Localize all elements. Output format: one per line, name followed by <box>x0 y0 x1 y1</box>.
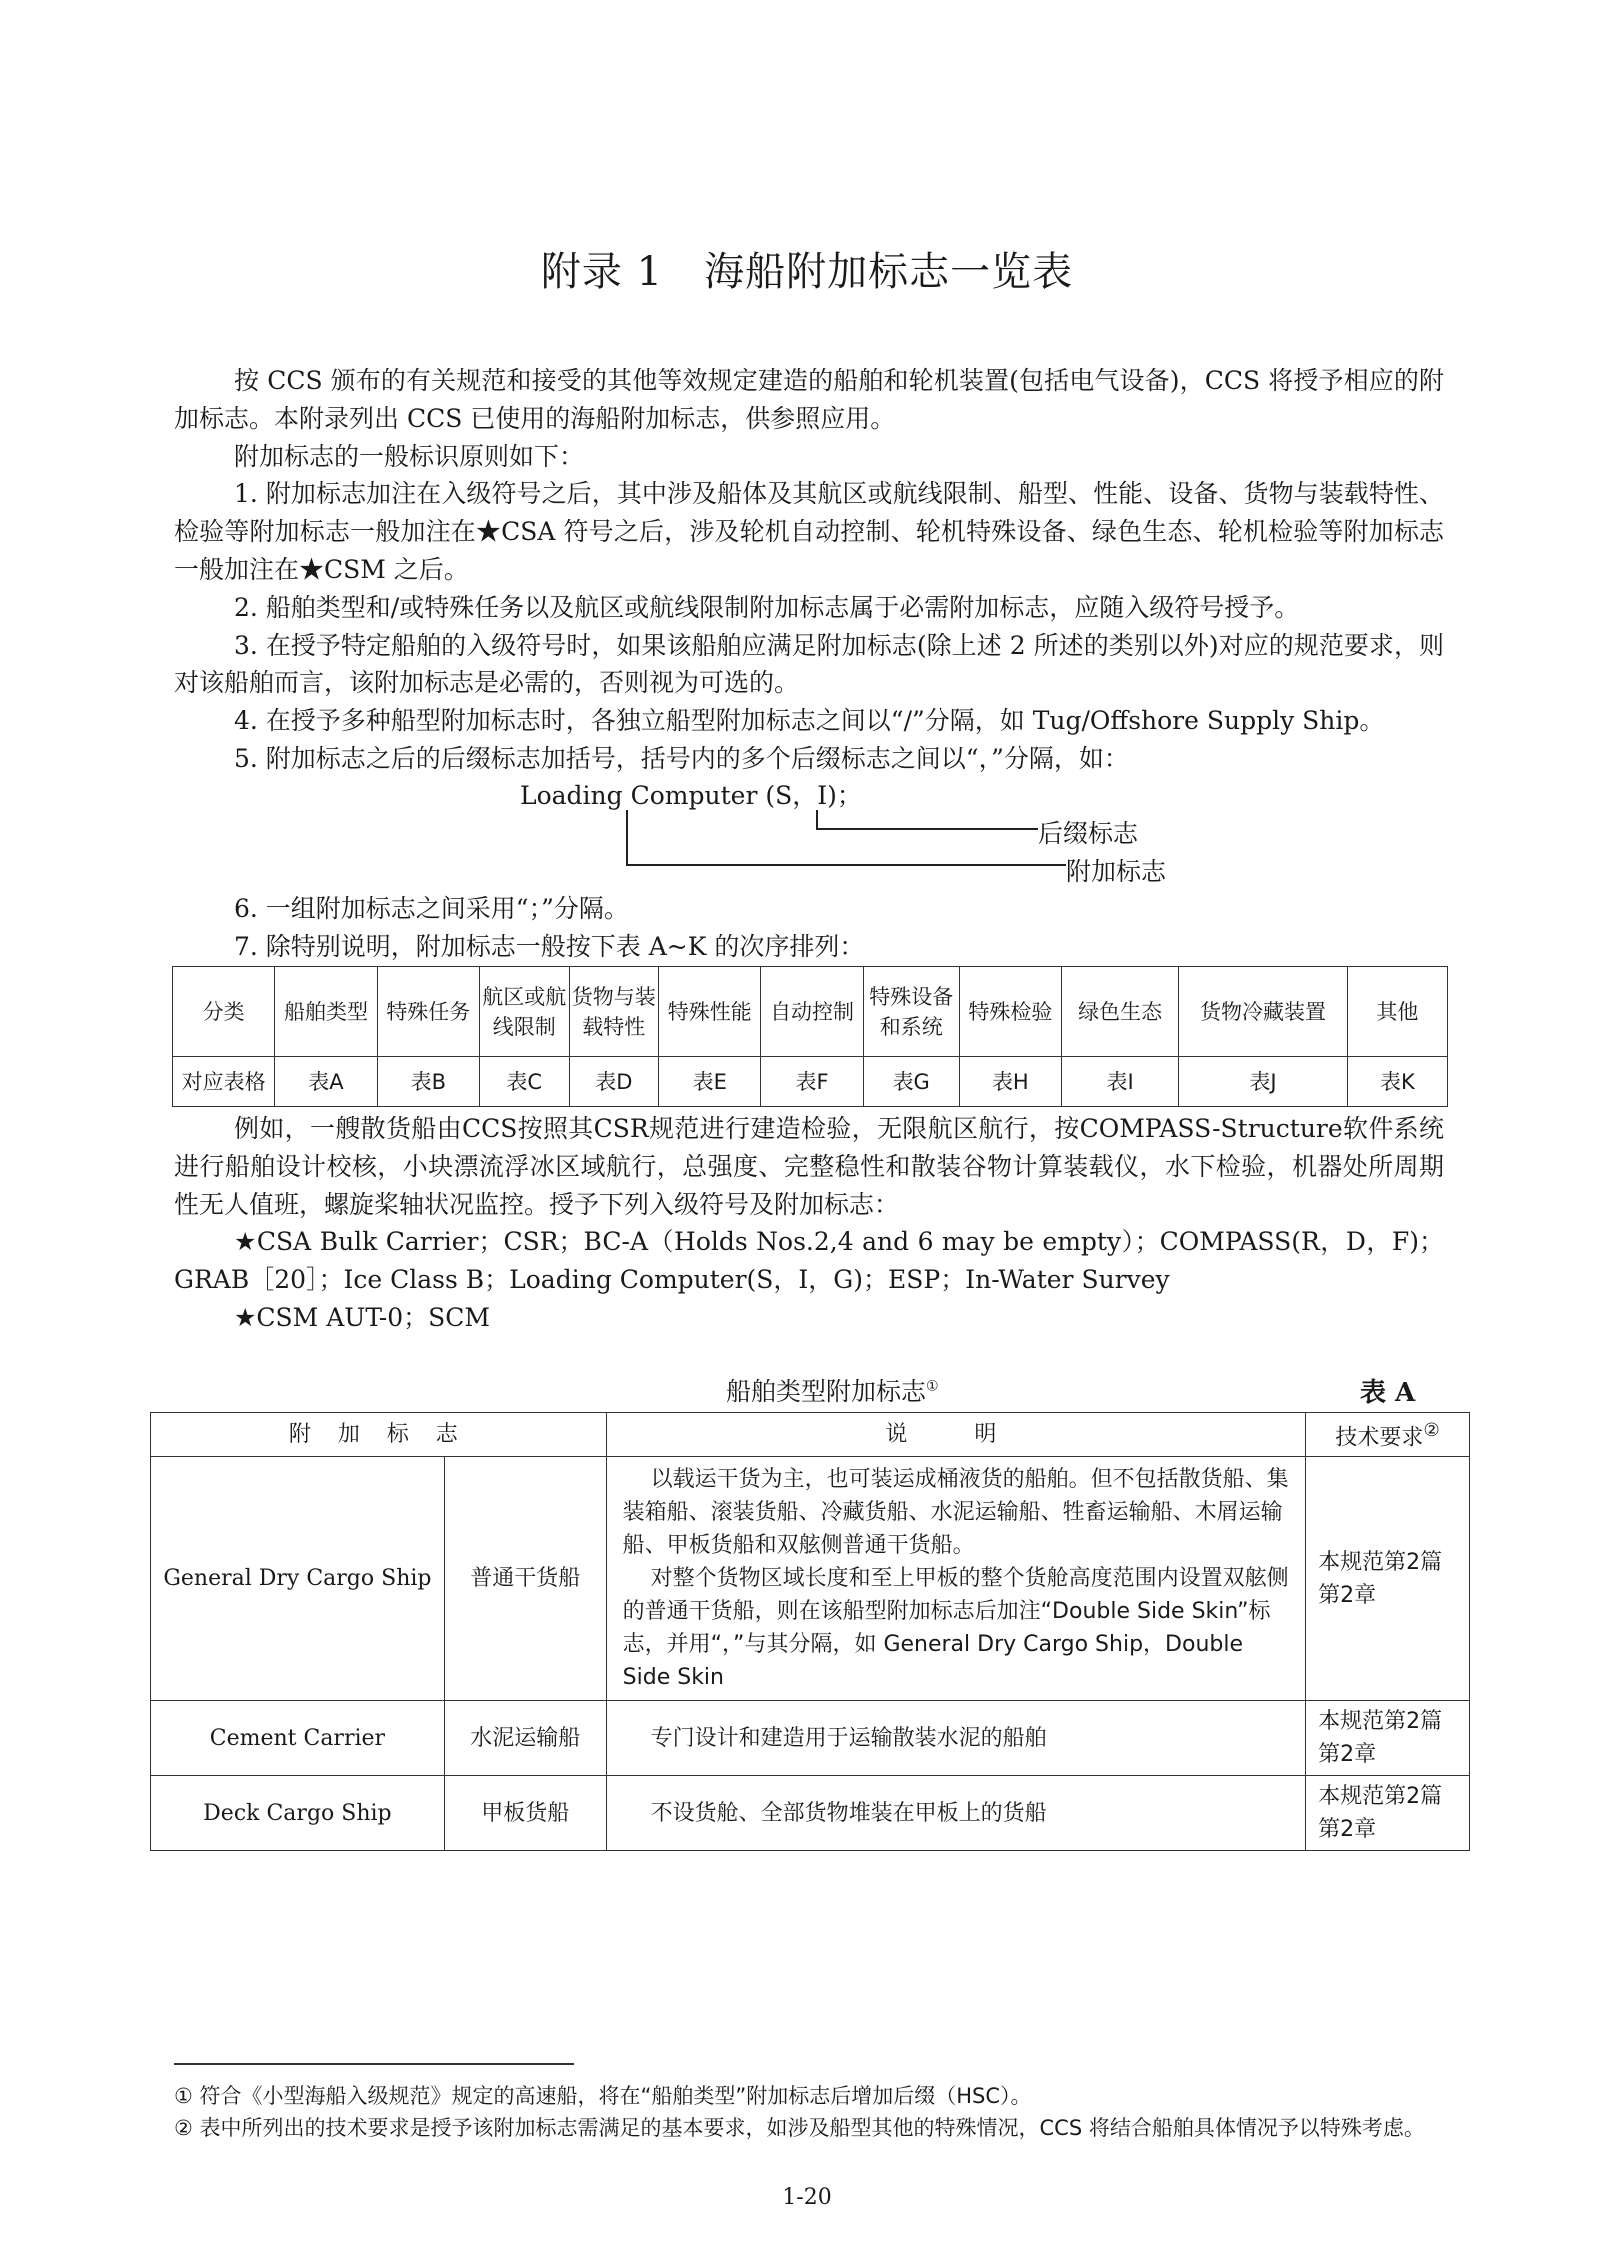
intro-paragraph-2: 附加标志的一般标识原则如下： <box>234 441 585 471</box>
notation-order-table <box>172 966 1448 1107</box>
example-csm-notation: ★CSM AUT-0；SCM <box>234 1302 490 1332</box>
notation-zh: 水泥运输船 <box>444 1701 606 1776</box>
category-cell: 特殊设备和系统 <box>863 967 959 1057</box>
page-title: 附录 1 海船附加标志一览表 <box>540 249 1074 295</box>
category-cell: 绿色生态 <box>1062 967 1179 1057</box>
table-header-row <box>151 1413 1470 1457</box>
callout-notation-label: 附加标志 <box>1066 857 1167 886</box>
callout-leader-vertical-notation <box>626 810 628 866</box>
callout-suffix-label: 后缀标志 <box>1038 819 1139 848</box>
intro-section <box>174 362 1444 778</box>
footnote-1: ① 符合《小型海船入级规范》规定的高速船，将在“船舶类型”附加标志后增加后缀（HSC）。 <box>174 2084 1032 2108</box>
table-ref-cell: 表B <box>377 1057 479 1107</box>
rule-4: 4. 在授予多种船型附加标志时，各独立船型附加标志之间以“/”分隔，如 Tug/Offshore Supply Ship。 <box>234 706 1385 736</box>
table-row <box>151 1457 1470 1701</box>
example-section <box>174 1110 1444 1337</box>
rule-1: 1. 附加标志加注在入级符号之后，其中涉及船体及其航区或航线限制、船型、性能、设备、货物与装载特性、检验等附加标志一般加注在★CSA 符号之后，涉及轮机自动控制、轮机特殊设备、绿色生态、轮机检验等附加标志一般加注在★CSM 之后。 <box>174 479 1444 584</box>
notation-en: General Dry Cargo Ship <box>151 1457 445 1701</box>
rule-7: 7. 除特别说明，附加标志一般按下表 A~K 的次序排列： <box>234 931 865 961</box>
header-requirement: 技术要求② <box>1306 1413 1470 1457</box>
table-ref-cell: 表D <box>569 1057 659 1107</box>
footnote-2: ② 表中所列出的技术要求是授予该附加标志需满足的基本要求，如涉及船型其他的特殊情况，CCS 将结合船舶具体情况予以特殊考虑。 <box>174 2116 1425 2140</box>
intro-paragraph-1: 按 CCS 颁布的有关规范和接受的其他等效规定建造的船舶和轮机装置(包括电气设备)，CCS 将授予相应的附加标志。本附录列出 CCS 已使用的海船附加标志，供参照应用。 <box>174 366 1444 433</box>
rule-5: 5. 附加标志之后的后缀标志加括号，括号内的多个后缀标志之间以“，”分隔，如： <box>234 743 1129 773</box>
footnote-ref-1: ① <box>926 1378 939 1395</box>
category-cell: 航区或航线限制 <box>479 967 569 1057</box>
category-cell: 货物冷藏装置 <box>1179 967 1347 1057</box>
table-a <box>150 1412 1470 1851</box>
header-description: 说 明 <box>606 1413 1305 1457</box>
category-row <box>173 967 1448 1057</box>
table-row <box>151 1776 1470 1851</box>
category-cell: 分类 <box>173 967 275 1057</box>
page-number: 1-20 <box>782 2185 832 2210</box>
footnotes <box>174 2080 1444 2144</box>
rule-6: 6. 一组附加标志之间采用“；”分隔。 <box>234 894 629 923</box>
table-ref-cell: 表C <box>479 1057 569 1107</box>
callout-leader-horizontal-suffix <box>816 828 1038 830</box>
rule-3: 3. 在授予特定船舶的入级符号时，如果该船舶应满足附加标志(除上述 2 所述的类别以外)对应的规范要求，则对该船舶而言，该附加标志是必需的，否则视为可选的。 <box>174 630 1444 698</box>
table-ref-cell: 表K <box>1347 1057 1447 1107</box>
category-cell: 船舶类型 <box>275 967 377 1057</box>
table-ref-row <box>173 1057 1448 1107</box>
table-ref-cell: 表J <box>1179 1057 1347 1107</box>
category-cell: 自动控制 <box>761 967 863 1057</box>
notation-callout-diagram <box>520 776 1280 894</box>
table-a-caption-text: 船舶类型附加标志 <box>726 1377 927 1406</box>
header-notation: 附 加 标 志 <box>151 1413 607 1457</box>
footnote-ref-2: ② <box>1423 1420 1440 1442</box>
notation-en: Cement Carrier <box>151 1701 445 1776</box>
category-cell: 特殊性能 <box>659 967 761 1057</box>
technical-requirement: 本规范第2篇第2章 <box>1306 1701 1470 1776</box>
technical-requirement: 本规范第2篇第2章 <box>1306 1457 1470 1701</box>
table-ref-cell: 表G <box>863 1057 959 1107</box>
example-csa-notation: ★CSA Bulk Carrier；CSR；BC-A（Holds Nos.2,4 and 6 may be empty）；COMPASS(R，D，F)；GRAB［20］；Ice Class B；Loading Computer(S，I，G)；ESP；In-Water Survey <box>174 1227 1444 1295</box>
category-cell: 特殊任务 <box>377 967 479 1057</box>
notation-zh: 普通干货船 <box>444 1457 606 1701</box>
table-a-number: 表 A <box>1360 1378 1416 1408</box>
callout-leader-vertical-suffix <box>816 810 818 830</box>
example-paragraph: 例如，一艘散货船由CCS按照其CSR规范进行建造检验，无限航区航行，按COMPASS-Structure软件系统进行船舶设计校核，小块漂流浮冰区域航行，总强度、完整稳性和散装谷物计算装载仪，水下检验，机器处所周期性无人值班，螺旋桨轴状况监控。授予下列入级符号及附加标志： <box>174 1114 1444 1219</box>
category-cell: 货物与装载特性 <box>569 967 659 1057</box>
table-ref-cell: 对应表格 <box>173 1057 275 1107</box>
category-cell: 特殊检验 <box>959 967 1061 1057</box>
notation-description: 以载运干货为主，也可装运成桶液货的船舶。但不包括散货船、集装箱船、滚装货船、冷藏货船、水泥运输船、牲畜运输船、木屑运输船、甲板货船和双舷侧普通干货船。 对整个货物区域长度和至上甲板的整个货舱高度范围内设置双舷侧的普通干货船，则在该船型附加标志后加注“Double Side Skin”标志，并用“，”与其分隔，如 General Dry Cargo Ship，Double Side Skin <box>606 1457 1305 1701</box>
rule-2: 2. 船舶类型和/或特殊任务以及航区或航线限制附加标志属于必需附加标志，应随入级符号授予。 <box>234 592 1300 622</box>
table-ref-cell: 表I <box>1062 1057 1179 1107</box>
notation-description: 专门设计和建造用于运输散装水泥的船舶 <box>606 1701 1305 1776</box>
notation-zh: 甲板货船 <box>444 1776 606 1851</box>
footnote-divider <box>174 2063 574 2065</box>
intro-section-2 <box>174 890 1444 966</box>
table-a-caption <box>726 1372 939 1408</box>
notation-description: 不设货舱、全部货物堆装在甲板上的货船 <box>606 1776 1305 1851</box>
table-ref-cell: 表F <box>761 1057 863 1107</box>
callout-example: Loading Computer (S，I)； <box>520 781 862 810</box>
table-ref-cell: 表E <box>659 1057 761 1107</box>
table-ref-cell: 表H <box>959 1057 1061 1107</box>
table-row <box>151 1701 1470 1776</box>
category-cell: 其他 <box>1347 967 1447 1057</box>
callout-leader-horizontal-notation <box>626 864 1066 866</box>
table-ref-cell: 表A <box>275 1057 377 1107</box>
notation-en: Deck Cargo Ship <box>151 1776 445 1851</box>
technical-requirement: 本规范第2篇第2章 <box>1306 1776 1470 1851</box>
